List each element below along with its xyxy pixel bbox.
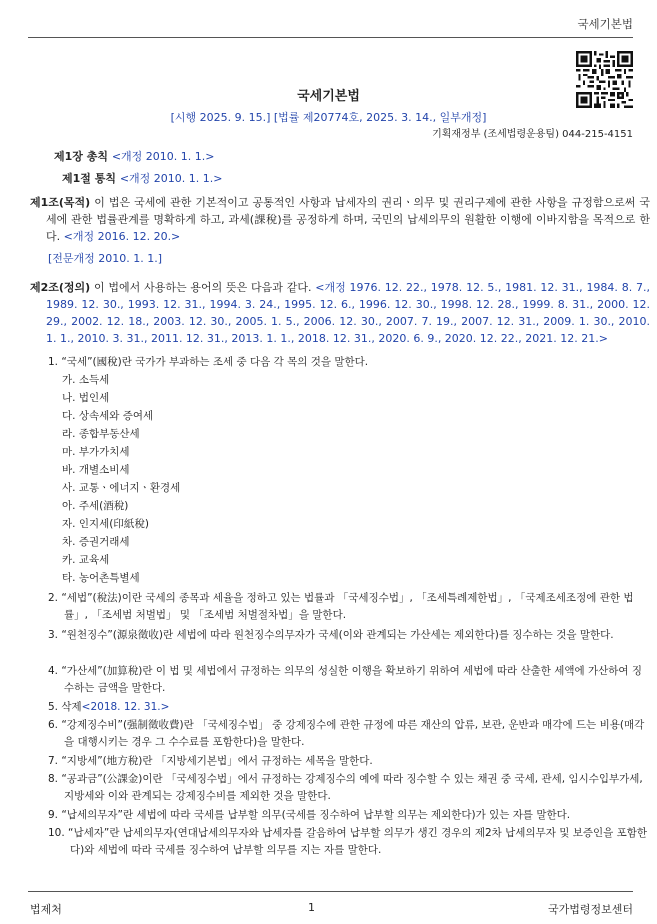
item-7: 7. “지방세”(地方稅)란 「지방세기본법」에서 규정하는 세목을 말한다. bbox=[48, 755, 373, 767]
item-5-revision: <2018. 12. 31.> bbox=[81, 701, 170, 713]
article-1-full-revision: [전문개정 2010. 1. 1.] bbox=[48, 252, 163, 265]
section-heading bbox=[62, 170, 223, 186]
header-divider bbox=[28, 37, 633, 38]
chapter-revision: <개정 2010. 1. 1.> bbox=[111, 150, 215, 163]
section-revision: <개정 2010. 1. 1.> bbox=[119, 172, 223, 185]
item-10: 10. “납세자”란 납세의무자(연대납세의무자와 납세자를 갈음하여 납부할 의무가 생긴 경우의 제2차 납세의무자 및 보증인을 포함한다)와 세법에 따라 국세를 징수하여 납부할 의무를 지는 자를 말한다. bbox=[48, 827, 648, 857]
chapter-heading bbox=[54, 148, 215, 164]
footer-left: 법제처 bbox=[30, 903, 62, 916]
footer-divider bbox=[28, 891, 633, 892]
article-2-label: 제2조(정의) bbox=[30, 281, 91, 294]
item-1: 1. “국세”(國稅)란 국가가 부과하는 조세 중 다음 각 목의 것을 말한다. bbox=[48, 356, 369, 368]
item-2: 2. “세법”(稅法)이란 국세의 종목과 세율을 정하고 있는 법률과 「국세징수법」, 「조세특례제한법」, 「국제조세조정에 관한 법률」, 「조세범 처벌법」 및 「조세범 처벌절차법」을 말한다. bbox=[48, 592, 634, 622]
subitem-ga: 가. 소득세 bbox=[62, 374, 110, 386]
subitem-ja: 자. 인지세(印紙稅) bbox=[62, 518, 149, 530]
subitem-ka: 카. 교육세 bbox=[62, 554, 110, 566]
subitem-a: 아. 주세(酒稅) bbox=[62, 500, 129, 512]
subitem-ta: 타. 농어촌특별세 bbox=[62, 572, 140, 584]
article-2 bbox=[30, 279, 650, 347]
running-header: 국세기본법 bbox=[577, 17, 633, 31]
article-2-revision: <개정 1976. 12. 22., 1978. 12. 5., 1981. 12. 31., 1984. 8. 7., 1989. 12. 30., 1993. 12. 31., 1994. 3. 24., 1995. 12. 6., 1996. 12. 30., 1998. 12. 28., 1999. 8. 31., 2000. 12. 29., 2002. 12. 18., 2003. 12. 30., 2005. 1. 5., 2006. 12. 30., 2007. 7. 19., 2007. 12. 31., 2009. 1. 30., 2010. 1. 1., 2010. 3. 31., 2011. 12. 31., 2013. 1. 1., 2018. 12. 31., 2020. 6. 9., 2020. 12. 22., 2021. 12. 21.> bbox=[46, 281, 650, 345]
item-4: 4. “가산세”(加算稅)란 이 법 및 세법에서 규정하는 의무의 성실한 이행을 확보하기 위하여 세법에 따라 산출한 세액에 가산하여 징수하는 금액을 말한다. bbox=[48, 665, 643, 695]
footer-right: 국가법령정보센터 bbox=[547, 903, 633, 916]
item-5-label: 5. 삭제 bbox=[48, 701, 82, 713]
law-title: 국세기본법 bbox=[297, 89, 360, 104]
subitem-na: 나. 법인세 bbox=[62, 392, 110, 404]
enactment-info: [시행 2025. 9. 15.] [법률 제20774호, 2025. 3. 14., 일부개정] bbox=[170, 111, 487, 124]
subitem-ra: 라. 종합부동산세 bbox=[62, 428, 140, 440]
item-6: 6. “강제징수비”(强制徵收費)란 「국세징수법」 중 강제징수에 관한 규정에 따른 재산의 압류, 보관, 운반과 매각에 드는 비용(매각을 대행시키는 경우 그 수수료를 포함한다)을 말한다. bbox=[48, 719, 645, 749]
item-9: 9. “납세의무자”란 세법에 따라 국세를 납부할 의무(국세를 징수하여 납부할 의무는 제외한다)가 있는 자를 말한다. bbox=[48, 809, 571, 821]
item-5 bbox=[48, 699, 634, 716]
section-label: 제1절 통칙 bbox=[62, 172, 116, 185]
subitem-ba: 바. 개별소비세 bbox=[62, 464, 130, 476]
chapter-label: 제1장 총칙 bbox=[54, 150, 108, 163]
item-3: 3. “원천징수”(源泉徵收)란 세법에 따라 원천징수의무자가 국세(이와 관계되는 가산세는 제외한다)를 징수하는 것을 말한다. bbox=[48, 629, 614, 641]
article-1-text: 이 법은 국세에 관한 기본적이고 공통적인 사항과 납세자의 권리ㆍ의무 및 권리구제에 관한 사항을 규정함으로써 국세에 관한 법률관계를 명확하게 하고, 과세(課稅)를 공정하게 하며, 국민의 납세의무의 원활한 이행에 이바지함을 목적으로 한다. bbox=[46, 196, 650, 243]
article-2-text: 이 법에서 사용하는 용어의 뜻은 다음과 같다. bbox=[90, 281, 316, 294]
item-8: 8. “공과금”(公課金)이란 「국세징수법」에서 규정하는 강제징수의 예에 따라 징수할 수 있는 채권 중 국세, 관세, 임시수입부가세, 지방세와 이와 관계되는 강제징수비를 제외한 것을 말한다. bbox=[48, 773, 643, 803]
subitem-ma: 마. 부가가치세 bbox=[62, 446, 130, 458]
subitem-cha: 차. 증권거래세 bbox=[62, 536, 130, 548]
article-1 bbox=[30, 194, 650, 245]
page-number: 1 bbox=[308, 901, 315, 914]
article-1-label: 제1조(목적) bbox=[30, 196, 91, 209]
ministry-contact: 기획재정부 (조세법령운용팀) 044-215-4151 bbox=[432, 129, 633, 140]
subitem-sa: 사. 교통ㆍ에너지ㆍ환경세 bbox=[62, 482, 181, 494]
subitem-da: 다. 상속세와 증여세 bbox=[62, 410, 154, 422]
article-1-revision: <개정 2016. 12. 20.> bbox=[63, 230, 181, 243]
